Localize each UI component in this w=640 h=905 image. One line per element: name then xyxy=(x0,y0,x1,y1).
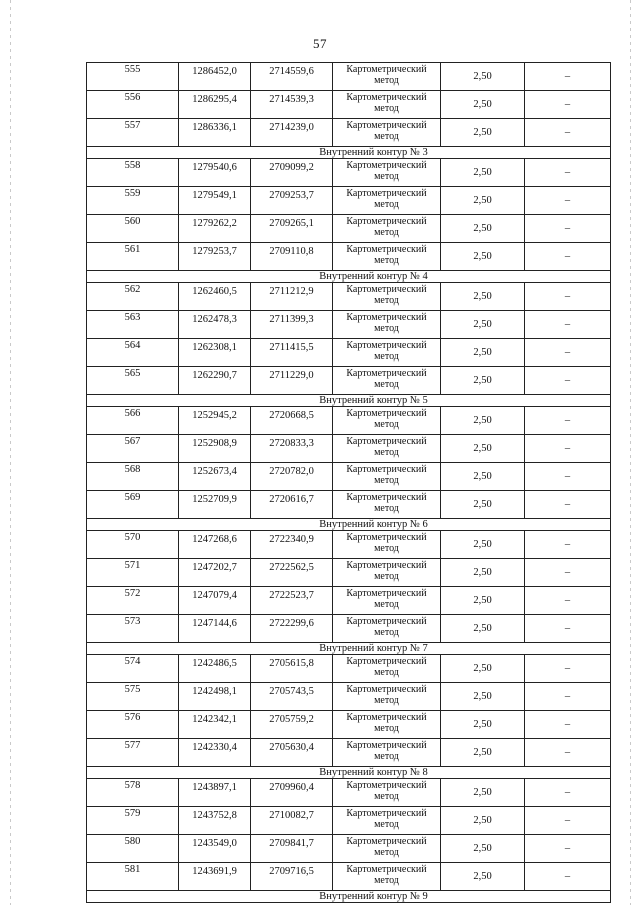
y-coordinate-cell: 2722340,9 xyxy=(251,531,333,559)
method-cell: Картометрический метод xyxy=(333,63,441,91)
error-cell: 2,50 xyxy=(441,559,525,587)
method-cell: Картометрический метод xyxy=(333,615,441,643)
table-row xyxy=(87,807,611,835)
point-number-cell: 565 xyxy=(87,367,179,395)
table-row xyxy=(87,587,611,615)
point-number-cell: 579 xyxy=(87,807,179,835)
dash-cell: – xyxy=(525,531,611,559)
contour-heading: Внутренний контур № 4 xyxy=(87,271,611,283)
point-number-cell: 560 xyxy=(87,215,179,243)
x-coordinate-cell: 1262290,7 xyxy=(179,367,251,395)
dash-cell: – xyxy=(525,779,611,807)
contour-heading-row xyxy=(87,891,611,903)
point-number-cell: 556 xyxy=(87,91,179,119)
dash-cell: – xyxy=(525,463,611,491)
table-row xyxy=(87,835,611,863)
method-cell: Картометрический метод xyxy=(333,491,441,519)
error-cell: 2,50 xyxy=(441,491,525,519)
method-cell: Картометрический метод xyxy=(333,863,441,891)
x-coordinate-cell: 1252709,9 xyxy=(179,491,251,519)
method-cell: Картометрический метод xyxy=(333,311,441,339)
y-coordinate-cell: 2722562,5 xyxy=(251,559,333,587)
table-row xyxy=(87,243,611,271)
method-cell: Картометрический метод xyxy=(333,283,441,311)
x-coordinate-cell: 1286452,0 xyxy=(179,63,251,91)
error-cell: 2,50 xyxy=(441,587,525,615)
y-coordinate-cell: 2714559,6 xyxy=(251,63,333,91)
point-number-cell: 578 xyxy=(87,779,179,807)
table-row xyxy=(87,779,611,807)
contour-heading-row xyxy=(87,519,611,531)
dash-cell: – xyxy=(525,91,611,119)
coordinates-table-wrap xyxy=(86,62,610,903)
point-number-cell: 569 xyxy=(87,491,179,519)
y-coordinate-cell: 2709960,4 xyxy=(251,779,333,807)
method-cell: Картометрический метод xyxy=(333,711,441,739)
table-row xyxy=(87,863,611,891)
point-number-cell: 577 xyxy=(87,739,179,767)
dash-cell: – xyxy=(525,63,611,91)
contour-heading: Внутренний контур № 8 xyxy=(87,767,611,779)
point-number-cell: 563 xyxy=(87,311,179,339)
y-coordinate-cell: 2722299,6 xyxy=(251,615,333,643)
coordinates-table xyxy=(86,62,611,903)
dash-cell: – xyxy=(525,339,611,367)
point-number-cell: 573 xyxy=(87,615,179,643)
y-coordinate-cell: 2709265,1 xyxy=(251,215,333,243)
x-coordinate-cell: 1262308,1 xyxy=(179,339,251,367)
contour-heading-row xyxy=(87,147,611,159)
x-coordinate-cell: 1242330,4 xyxy=(179,739,251,767)
dash-cell: – xyxy=(525,215,611,243)
dash-cell: – xyxy=(525,311,611,339)
dash-cell: – xyxy=(525,559,611,587)
dash-cell: – xyxy=(525,683,611,711)
table-row xyxy=(87,367,611,395)
y-coordinate-cell: 2711229,0 xyxy=(251,367,333,395)
error-cell: 2,50 xyxy=(441,311,525,339)
x-coordinate-cell: 1247079,4 xyxy=(179,587,251,615)
table-row xyxy=(87,491,611,519)
x-coordinate-cell: 1252908,9 xyxy=(179,435,251,463)
error-cell: 2,50 xyxy=(441,159,525,187)
y-coordinate-cell: 2709110,8 xyxy=(251,243,333,271)
point-number-cell: 562 xyxy=(87,283,179,311)
error-cell: 2,50 xyxy=(441,215,525,243)
dash-cell: – xyxy=(525,243,611,271)
table-row xyxy=(87,215,611,243)
dash-cell: – xyxy=(525,159,611,187)
y-coordinate-cell: 2711415,5 xyxy=(251,339,333,367)
point-number-cell: 564 xyxy=(87,339,179,367)
contour-heading: Внутренний контур № 3 xyxy=(87,147,611,159)
x-coordinate-cell: 1242498,1 xyxy=(179,683,251,711)
contour-heading-row xyxy=(87,767,611,779)
method-cell: Картометрический метод xyxy=(333,159,441,187)
table-row xyxy=(87,339,611,367)
x-coordinate-cell: 1247144,6 xyxy=(179,615,251,643)
y-coordinate-cell: 2711399,3 xyxy=(251,311,333,339)
point-number-cell: 568 xyxy=(87,463,179,491)
x-coordinate-cell: 1243897,1 xyxy=(179,779,251,807)
dash-cell: – xyxy=(525,807,611,835)
method-cell: Картометрический метод xyxy=(333,367,441,395)
table-row xyxy=(87,463,611,491)
error-cell: 2,50 xyxy=(441,407,525,435)
dash-cell: – xyxy=(525,491,611,519)
contour-heading-row xyxy=(87,271,611,283)
contour-heading: Внутренний контур № 5 xyxy=(87,395,611,407)
method-cell: Картометрический метод xyxy=(333,531,441,559)
dash-cell: – xyxy=(525,407,611,435)
error-cell: 2,50 xyxy=(441,655,525,683)
table-row xyxy=(87,655,611,683)
dash-cell: – xyxy=(525,119,611,147)
x-coordinate-cell: 1252945,2 xyxy=(179,407,251,435)
dash-cell: – xyxy=(525,739,611,767)
table-row xyxy=(87,407,611,435)
x-coordinate-cell: 1247202,7 xyxy=(179,559,251,587)
y-coordinate-cell: 2710082,7 xyxy=(251,807,333,835)
table-row xyxy=(87,311,611,339)
method-cell: Картометрический метод xyxy=(333,91,441,119)
error-cell: 2,50 xyxy=(441,283,525,311)
dash-cell: – xyxy=(525,187,611,215)
point-number-cell: 581 xyxy=(87,863,179,891)
x-coordinate-cell: 1279253,7 xyxy=(179,243,251,271)
y-coordinate-cell: 2720616,7 xyxy=(251,491,333,519)
y-coordinate-cell: 2720782,0 xyxy=(251,463,333,491)
method-cell: Картометрический метод xyxy=(333,587,441,615)
method-cell: Картометрический метод xyxy=(333,779,441,807)
method-cell: Картометрический метод xyxy=(333,683,441,711)
method-cell: Картометрический метод xyxy=(333,407,441,435)
y-coordinate-cell: 2705615,8 xyxy=(251,655,333,683)
method-cell: Картометрический метод xyxy=(333,463,441,491)
x-coordinate-cell: 1279540,6 xyxy=(179,159,251,187)
x-coordinate-cell: 1286295,4 xyxy=(179,91,251,119)
point-number-cell: 555 xyxy=(87,63,179,91)
error-cell: 2,50 xyxy=(441,683,525,711)
table-row xyxy=(87,531,611,559)
error-cell: 2,50 xyxy=(441,367,525,395)
table-row xyxy=(87,683,611,711)
point-number-cell: 576 xyxy=(87,711,179,739)
dash-cell: – xyxy=(525,435,611,463)
point-number-cell: 558 xyxy=(87,159,179,187)
error-cell: 2,50 xyxy=(441,339,525,367)
error-cell: 2,50 xyxy=(441,435,525,463)
dash-cell: – xyxy=(525,835,611,863)
dash-cell: – xyxy=(525,367,611,395)
point-number-cell: 559 xyxy=(87,187,179,215)
point-number-cell: 570 xyxy=(87,531,179,559)
y-coordinate-cell: 2720833,3 xyxy=(251,435,333,463)
x-coordinate-cell: 1279262,2 xyxy=(179,215,251,243)
error-cell: 2,50 xyxy=(441,243,525,271)
contour-heading-row xyxy=(87,395,611,407)
point-number-cell: 566 xyxy=(87,407,179,435)
x-coordinate-cell: 1262460,5 xyxy=(179,283,251,311)
contour-heading: Внутренний контур № 9 xyxy=(87,891,611,903)
x-coordinate-cell: 1242342,1 xyxy=(179,711,251,739)
y-coordinate-cell: 2720668,5 xyxy=(251,407,333,435)
method-cell: Картометрический метод xyxy=(333,807,441,835)
table-row xyxy=(87,187,611,215)
error-cell: 2,50 xyxy=(441,91,525,119)
method-cell: Картометрический метод xyxy=(333,339,441,367)
dash-cell: – xyxy=(525,711,611,739)
x-coordinate-cell: 1262478,3 xyxy=(179,311,251,339)
table-row xyxy=(87,711,611,739)
method-cell: Картометрический метод xyxy=(333,655,441,683)
x-coordinate-cell: 1247268,6 xyxy=(179,531,251,559)
error-cell: 2,50 xyxy=(441,531,525,559)
method-cell: Картометрический метод xyxy=(333,835,441,863)
y-coordinate-cell: 2711212,9 xyxy=(251,283,333,311)
error-cell: 2,50 xyxy=(441,63,525,91)
table-row xyxy=(87,435,611,463)
point-number-cell: 580 xyxy=(87,835,179,863)
error-cell: 2,50 xyxy=(441,779,525,807)
contour-heading: Внутренний контур № 7 xyxy=(87,643,611,655)
point-number-cell: 567 xyxy=(87,435,179,463)
table-row xyxy=(87,119,611,147)
method-cell: Картометрический метод xyxy=(333,559,441,587)
contour-heading-row xyxy=(87,643,611,655)
error-cell: 2,50 xyxy=(441,463,525,491)
error-cell: 2,50 xyxy=(441,119,525,147)
y-coordinate-cell: 2705759,2 xyxy=(251,711,333,739)
y-coordinate-cell: 2709253,7 xyxy=(251,187,333,215)
point-number-cell: 575 xyxy=(87,683,179,711)
point-number-cell: 574 xyxy=(87,655,179,683)
error-cell: 2,50 xyxy=(441,739,525,767)
table-row xyxy=(87,91,611,119)
x-coordinate-cell: 1243691,9 xyxy=(179,863,251,891)
x-coordinate-cell: 1243549,0 xyxy=(179,835,251,863)
x-coordinate-cell: 1243752,8 xyxy=(179,807,251,835)
y-coordinate-cell: 2709716,5 xyxy=(251,863,333,891)
table-row xyxy=(87,559,611,587)
table-row xyxy=(87,615,611,643)
error-cell: 2,50 xyxy=(441,615,525,643)
method-cell: Картометрический метод xyxy=(333,243,441,271)
y-coordinate-cell: 2705630,4 xyxy=(251,739,333,767)
y-coordinate-cell: 2722523,7 xyxy=(251,587,333,615)
y-coordinate-cell: 2714239,0 xyxy=(251,119,333,147)
error-cell: 2,50 xyxy=(441,863,525,891)
dash-cell: – xyxy=(525,863,611,891)
x-coordinate-cell: 1279549,1 xyxy=(179,187,251,215)
table-row xyxy=(87,739,611,767)
error-cell: 2,50 xyxy=(441,187,525,215)
point-number-cell: 561 xyxy=(87,243,179,271)
method-cell: Картометрический метод xyxy=(333,435,441,463)
error-cell: 2,50 xyxy=(441,835,525,863)
contour-heading: Внутренний контур № 6 xyxy=(87,519,611,531)
method-cell: Картометрический метод xyxy=(333,119,441,147)
table-row xyxy=(87,63,611,91)
y-coordinate-cell: 2709099,2 xyxy=(251,159,333,187)
dash-cell: – xyxy=(525,655,611,683)
page-number: 57 xyxy=(313,36,327,51)
x-coordinate-cell: 1242486,5 xyxy=(179,655,251,683)
dash-cell: – xyxy=(525,587,611,615)
y-coordinate-cell: 2714539,3 xyxy=(251,91,333,119)
coordinates-table-body xyxy=(87,63,611,903)
method-cell: Картометрический метод xyxy=(333,739,441,767)
error-cell: 2,50 xyxy=(441,807,525,835)
method-cell: Картометрический метод xyxy=(333,215,441,243)
point-number-cell: 557 xyxy=(87,119,179,147)
y-coordinate-cell: 2709841,7 xyxy=(251,835,333,863)
point-number-cell: 571 xyxy=(87,559,179,587)
y-coordinate-cell: 2705743,5 xyxy=(251,683,333,711)
table-row xyxy=(87,283,611,311)
dash-cell: – xyxy=(525,615,611,643)
table-row xyxy=(87,159,611,187)
method-cell: Картометрический метод xyxy=(333,187,441,215)
x-coordinate-cell: 1286336,1 xyxy=(179,119,251,147)
x-coordinate-cell: 1252673,4 xyxy=(179,463,251,491)
error-cell: 2,50 xyxy=(441,711,525,739)
dash-cell: – xyxy=(525,283,611,311)
point-number-cell: 572 xyxy=(87,587,179,615)
